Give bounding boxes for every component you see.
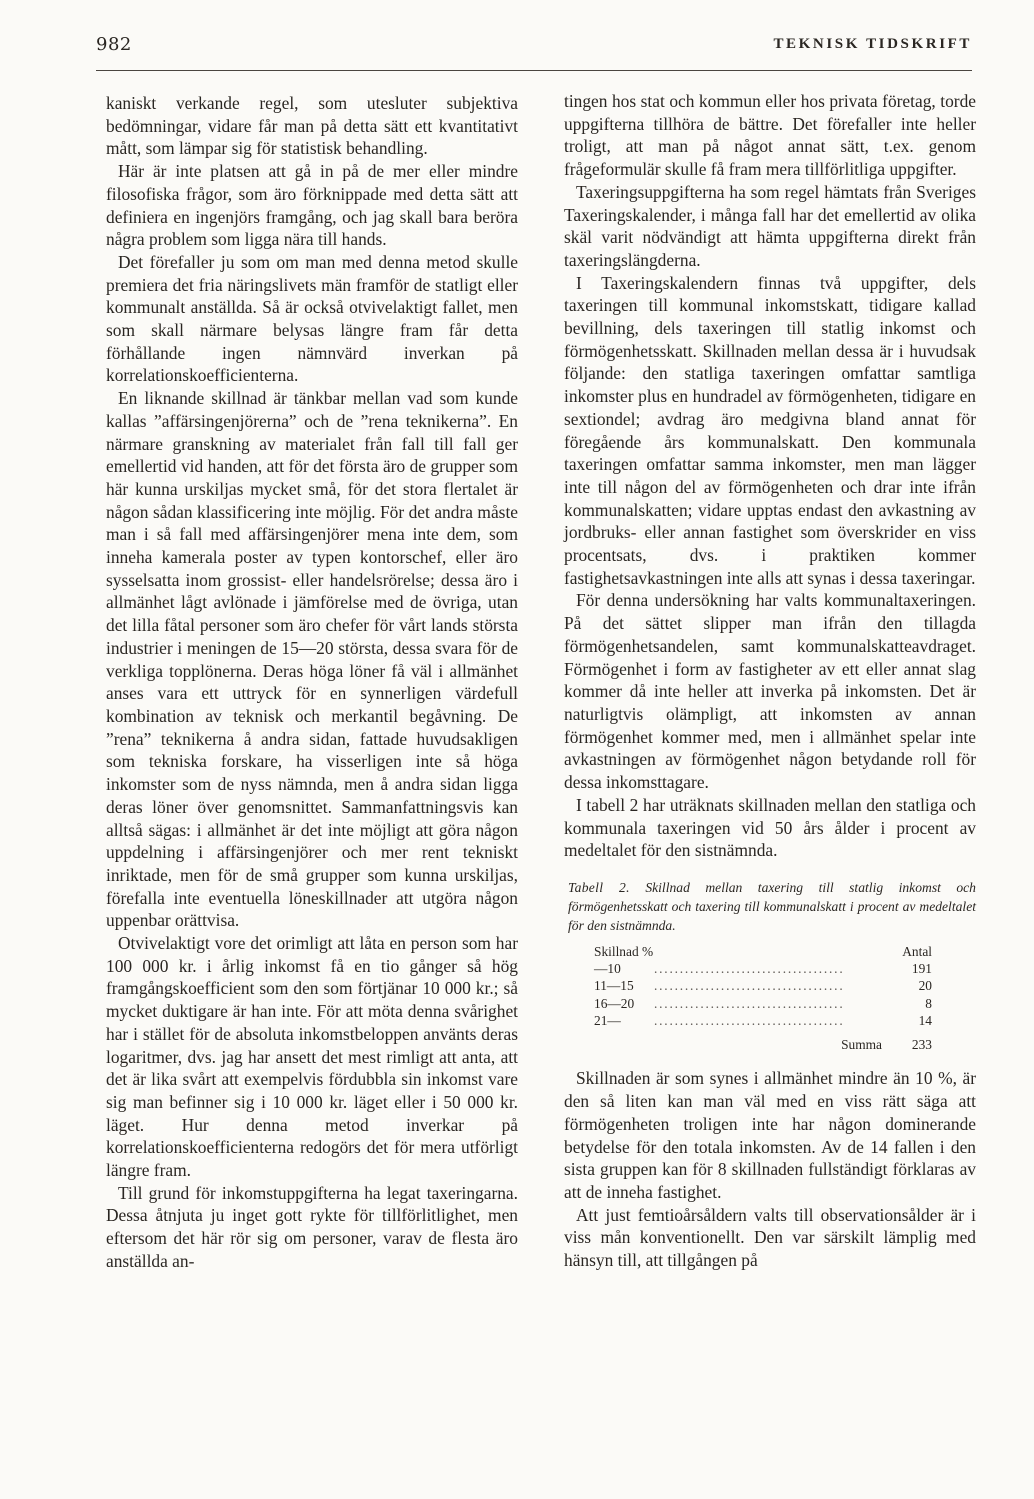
table-caption: [568, 878, 976, 935]
row-count: 14: [918, 1013, 932, 1029]
table-row: [594, 995, 932, 1013]
table-row: [594, 960, 932, 978]
paragraph: Att just femtioårsåldern valts till observationsålder är i viss mån konventionellt. Den var särskilt lämplig med hänsyn till, att tillgången på: [564, 1204, 976, 1271]
row-range: 21—: [594, 1013, 621, 1029]
paragraph: För denna undersökning har valts kommunaltaxeringen. På det sättet slipper man ifrån den tillagda förmögenhetsandelen, samt kommunalskatteavdraget. Förmögenhet i form av fastigheter av ett eller annat slag kommer då inte heller att inverka på inkomsten. Det är naturligtvis olämpligt, att inkomsten av annan förmögenhet kommer med, men i allmänhet spelar inte avkastningen av förmögenhet någon betydande roll för dessa inkomsttagare.: [564, 590, 976, 793]
paragraph: Skillnaden är som synes i allmänhet mindre än 10 %, är den så liten kan man väl med en viss rätt säga att förmögenheten troligen inte har någon dominerande betydelse för den totala inkomsten. Av de 14 fallen i den sista gruppen kan för 8 skillnaden fullständigt förklaras av att de inneha fastighet.: [564, 1068, 976, 1202]
page-header: [96, 30, 972, 64]
column-header-antal: Antal: [902, 943, 932, 959]
table-2: [564, 878, 976, 1054]
paragraph: En liknande skillnad är tänkbar mellan vad som kunde kallas ”affärsingenjörerna” och de ”rena teknikerna”. En närmare granskning av materialet från fall till fall ger emellertid vid handen, att för det första äro de grupper som här kunna urskiljas mycket små, för det stora flertalet är någon sådan klassificering inte möjlig. För det andra måste man i så fall med affärsingenjörer mena inte dem, som inneha kamerala poster av typen kontorschef, eller äro sysselsatta inom grossist- eller handelsrörelse; dessa äro i allmänhet lågt avlönade i jämförelse med de övriga, utan det lilla fåtal personer som äro chefer för vårt lands största industrier i meningen de 15—20 största, dessa svara för de verkliga topplönerna. Deras höga löner få väl i allmänhet anses vara ett uttryck för en synnerligen värdefull kombination av teknisk och merkantil begåvning. De ”rena” teknikerna å andra sidan, fattade huvudsakligen som tekniska forskare, ha visserligen inte så höga inkomster som de nyss nämnda, men å andra sidan ligga deras löner över genomsnittet. Sammanfattningsvis kan alltså sägas: i allmänhet är det inte möjligt att göra någon uppdelning i affärsingenjörer och mer rent tekniskt inriktade, men för de små grupper som kunna urskiljas, förefalla inte eventuella löneskillnader att utgöra någon uppenbar orättvisa.: [106, 388, 518, 931]
left-column: [106, 92, 518, 1273]
journal-title: TEKNISK TIDSKRIFT: [773, 36, 972, 52]
paragraph: I Taxeringskalendern finnas två uppgifter, dels taxeringen till kommunal inkomstskatt, tidigare kallad bevillning, dels taxeringen till statlig inkomst och förmögenhetsskatt. Skillnaden mellan dessa är i huvudsak följande: den statliga taxeringen omfattar samtliga inkomster plus en hundradel av förmögenheten, tidigare en sextiondel; avdrag äro medgivna bland annat för föregående års kommunalskatt. Den kommunala taxeringen omfattar samma inkomster, men man lägger inte till någon del av förmögenheten och drar inte ifrån kommunalskatten; vidare upptas endast den avkastning av jordbruks- eller annan fastighet som överskrider en viss procentsats, dvs. i praktiken kommer fastighetsavkastningen inte alls att synas i dessa taxeringar.: [564, 272, 976, 588]
paragraph: Till grund för inkomstuppgifterna ha legat taxeringarna. Dessa åtnjuta ju inget gott rykte för tillförlitlighet, men eftersom det här rör sig om personer, varav de flesta äro anställda an-: [106, 1182, 518, 1271]
data-table: [594, 943, 932, 1054]
paragraph: Här är inte platsen att gå in på de mer eller mindre filosofiska frågor, som äro förknippade med detta sätt att definiera en ingenjörs framgång, och jag skall bara beröra några problem som ligga nära till hands.: [106, 161, 518, 250]
dot-leader: .....................................: [654, 995, 845, 1011]
page-number: 982: [96, 34, 132, 55]
dot-leader: .....................................: [654, 978, 845, 994]
row-count: 20: [918, 978, 932, 994]
dot-leader: .....................................: [654, 960, 845, 976]
table-row: [594, 1012, 932, 1030]
row-range: —10: [594, 960, 621, 976]
table-row: [594, 977, 932, 995]
row-range: 16—20: [594, 995, 635, 1011]
header-rule: [96, 70, 972, 71]
row-count: 8: [925, 995, 932, 1011]
table-caption-label: Tabell 2.: [568, 879, 630, 895]
summa-label: Summa: [841, 1036, 882, 1052]
table-header-row: [594, 943, 932, 960]
column-header-skillnad: Skillnad %: [594, 943, 654, 959]
paragraph: kaniskt verkande regel, som utesluter subjektiva bedömningar, vidare får man på detta sätt ett kvantitativt mått, som lämpar sig för statistisk behandling.: [106, 93, 518, 159]
row-count: 191: [911, 960, 932, 976]
table-caption-text: Skillnad mellan taxering till statlig inkomst och förmögenhetsskatt och taxering till kommunalskatt i procent av medeltalet för den sistnämnda.: [568, 879, 976, 933]
paragraph: Taxeringsuppgifterna ha som regel hämtats från Sveriges Taxeringskalender, i många fall har det emellertid av olika skäl varit nödvändigt att hämta uppgifterna direkt från taxeringslängderna.: [564, 181, 976, 270]
paragraph: I tabell 2 har uträknats skillnaden mellan den statliga och kommunala taxeringen vid 50 års ålder i procent av medeltalet för den sistnämnda.: [564, 794, 976, 861]
right-column: [564, 90, 976, 1272]
summa-row: [594, 1030, 932, 1054]
row-range: 11—15: [594, 978, 634, 994]
paragraph: tingen hos stat och kommun eller hos privata företag, torde uppgifterna tillhöra de bättre. Det förefaller inte heller troligt, att man på något annat sätt, t.ex. genom frågeformulär skulle få fram mera tillförlitliga uppgifter.: [564, 91, 976, 180]
paragraph: Otvivelaktigt vore det orimligt att låta en person som har 100 000 kr. i årlig inkomst få en tio gånger så hög framgångskoefficient som den som förtjänar 10 000 kr.; så mycket duktigare är han inte. För att möta denna svårighet har i stället för de absoluta inkomstbeloppen använts deras logaritmer, dvs. jag har ansett det mest rimligt att anta, att det är lika svårt att exempelvis fördubbla sin inkomst vare sig man befinner sig i 10 000 kr. läget eller i 50 000 kr. läget. Hur denna metod inverkar på korrelationskoefficienterna redogörs det för mera utförligt längre fram.: [106, 933, 518, 1181]
dot-leader: .....................................: [654, 1013, 845, 1029]
summa-value: 233: [911, 1036, 932, 1052]
paragraph: Det förefaller ju som om man med denna metod skulle premiera det fria näringslivets män framför de statligt eller kommunalt anställda. Så är också otvivelaktigt fallet, men som skall närmare belysas längre fram får detta förhållande ingen nämnvärd inverkan på korrelationskoefficienterna.: [106, 251, 518, 386]
